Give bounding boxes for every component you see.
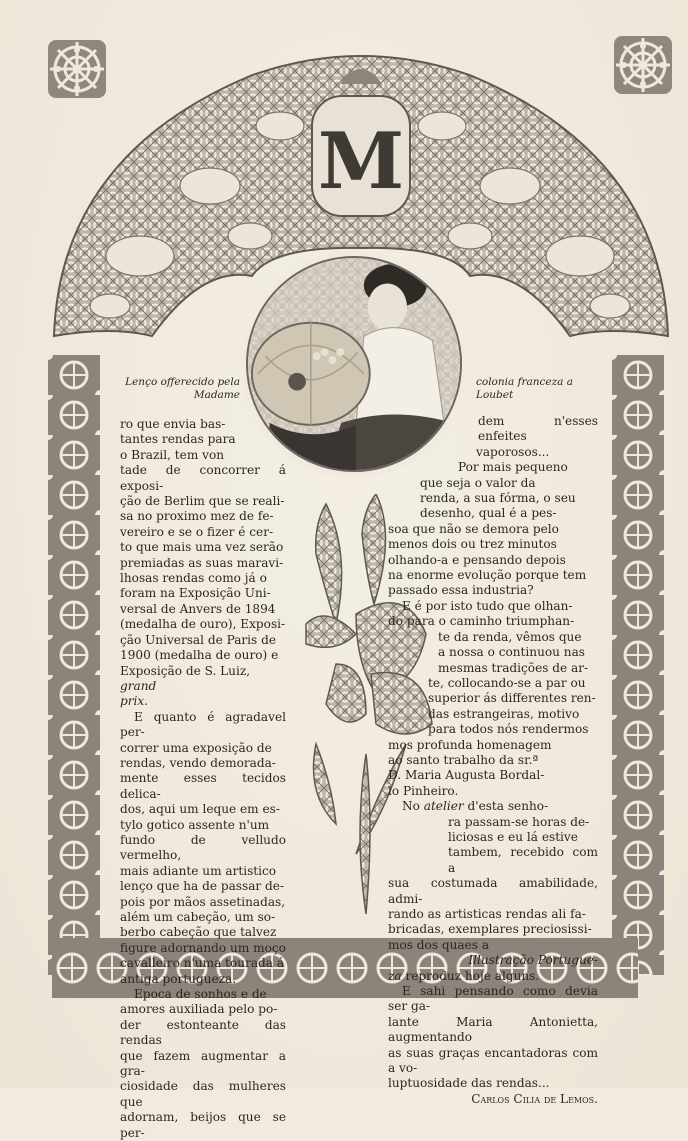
caption-right bbox=[476, 376, 596, 402]
left-paragraph-1 bbox=[120, 417, 286, 679]
text-line: renda, a sua fórma, o seu bbox=[420, 491, 576, 506]
left-paragraph-3 bbox=[120, 987, 286, 1141]
prix-text: prix bbox=[120, 694, 145, 709]
text-line: lenço que ha de passar de- bbox=[120, 879, 285, 894]
text-line: bricadas, exemplares preciosissi- bbox=[388, 922, 592, 937]
text-line: as suas graças encantadoras com a vo- bbox=[388, 1045, 598, 1076]
text-line: ção Universal de Paris de bbox=[120, 632, 277, 647]
text-line: olhando-a e pensando depois bbox=[388, 552, 566, 567]
article-left-column bbox=[120, 417, 286, 1141]
text-line: amores auxiliada pelo po- bbox=[120, 1002, 278, 1017]
no-text: No bbox=[402, 799, 420, 814]
text-line: mesmas tradições de ar- bbox=[438, 660, 589, 675]
text-line: ao santo trabalho da sr.ª bbox=[388, 752, 539, 767]
text-line: berbo cabeção que talvez bbox=[120, 925, 277, 940]
text-line: dem n'esses enfeites bbox=[478, 414, 598, 444]
text-line: ciosidade das mulheres que bbox=[120, 1079, 286, 1109]
text-line: tade de concorrer á exposi- bbox=[120, 463, 286, 493]
text-line: que fazem augmentar a gra- bbox=[120, 1048, 286, 1079]
text-line: vaporosos... bbox=[476, 444, 550, 459]
text-line: lo Pinheiro. bbox=[388, 783, 459, 798]
text-line: das estrangeiras, motivo bbox=[428, 706, 580, 721]
right-paragraph-4 bbox=[388, 815, 598, 954]
text-line: versal de Anvers de 1894 bbox=[120, 601, 276, 616]
caption-left bbox=[122, 376, 240, 402]
text-line: correr uma exposição de bbox=[120, 740, 272, 755]
text-line: sua costumada amabilidade, admi- bbox=[388, 876, 598, 906]
text-line: menos dois ou trez minutos bbox=[388, 537, 557, 552]
left-paragraph-1-end bbox=[120, 679, 286, 694]
text-line: além um cabeção, um so- bbox=[120, 910, 276, 924]
text-line: soa que não se demora pelo bbox=[388, 521, 559, 536]
text-line: para todos nós rendermos bbox=[428, 722, 589, 737]
text-line: desenho, qual é a pes- bbox=[420, 506, 557, 521]
right-paragraph-3 bbox=[388, 599, 598, 799]
text-line: pois por mãos assetinadas, bbox=[120, 894, 286, 909]
left-paragraph-1-end2 bbox=[120, 694, 286, 709]
text-line: ção de Berlim que se reali- bbox=[120, 494, 285, 509]
text-line: vereiro e se o fizer é cer- bbox=[120, 524, 274, 539]
article-right-column bbox=[388, 414, 598, 1107]
caption-left-line1: Lenço offerecido pela bbox=[125, 376, 240, 388]
text-line: superior ás differentes ren- bbox=[428, 691, 596, 706]
text-line: (medalha de ouro), Exposi- bbox=[120, 617, 286, 632]
text-line: mente esses tecidos delica- bbox=[120, 771, 286, 801]
text-line: mos dos quaes a bbox=[388, 937, 490, 952]
text-line: foram na Exposição Uni- bbox=[120, 586, 271, 601]
text-line: mos profunda homenagem bbox=[388, 737, 552, 752]
text-line: lante Maria Antonietta, augmentando bbox=[388, 1014, 598, 1045]
text-line: ra passam-se horas de- bbox=[448, 814, 590, 829]
text-line: figure adornando um moço bbox=[120, 940, 286, 955]
text-line: fundo de velludo vermelho, bbox=[120, 832, 286, 863]
lace-border-left bbox=[48, 355, 100, 975]
text-line: passado essa industria? bbox=[388, 583, 534, 598]
text-line: E quanto é agradavel per- bbox=[120, 709, 286, 740]
right-paragraph-4-end2 bbox=[388, 969, 598, 984]
text-line: Epoca de sonhos e de bbox=[134, 987, 267, 1002]
grand-text: grand bbox=[120, 678, 157, 693]
author-signature: Carlos Cilia de Lemos. bbox=[471, 1091, 598, 1106]
right-paragraph-1 bbox=[388, 414, 598, 460]
lace-border-right bbox=[612, 355, 664, 975]
text-line: rando as artisticas rendas ali fa- bbox=[388, 907, 586, 921]
right-p4-first-rest: d'esta senho- bbox=[467, 799, 549, 814]
text-line: liciosas e eu lá estive bbox=[448, 829, 578, 844]
text-line: tambem, recebido com a bbox=[448, 845, 598, 875]
caption-left-line2: Madame bbox=[193, 389, 240, 401]
text-line: cavalleiro n'uma tourada á bbox=[120, 956, 285, 971]
text-line: a nossa o continuou nas bbox=[438, 645, 585, 660]
reproduz-text: reproduz hoje alguns. bbox=[405, 968, 540, 983]
text-line: D. Maria Augusta Bordal- bbox=[388, 768, 545, 783]
text-line: luptuosidade das rendas... bbox=[388, 1076, 550, 1091]
text-line: der estonteante das rendas bbox=[120, 1017, 286, 1048]
caption-right-line1: colonia franceza a bbox=[476, 376, 574, 388]
right-paragraph-2 bbox=[388, 460, 598, 599]
svg-text:M: M bbox=[317, 116, 405, 207]
za-text: za bbox=[388, 968, 402, 983]
text-line: mais adiante um artistico bbox=[120, 863, 277, 878]
text-line: 1900 (medalha de ouro) e bbox=[120, 648, 279, 663]
right-paragraph-5 bbox=[388, 984, 598, 1092]
text-line: rendas, vendo demorada- bbox=[120, 755, 276, 770]
text-line: lhosas rendas como já o bbox=[120, 571, 267, 586]
right-paragraph-4-first bbox=[388, 799, 598, 814]
text-line: premiadas as suas maravi- bbox=[120, 555, 284, 570]
right-paragraph-4-end bbox=[388, 953, 598, 968]
prix-dot: . bbox=[144, 694, 149, 709]
left-paragraph-2 bbox=[120, 710, 286, 987]
text-line: o Brazil, tem von bbox=[120, 447, 225, 462]
text-line: sa no proximo mez de fe- bbox=[120, 509, 274, 524]
text-line: tylo gotico assente n'um bbox=[120, 817, 270, 832]
text-line: tantes rendas para bbox=[120, 432, 236, 447]
atelier-text: atelier bbox=[423, 799, 464, 814]
text-line: ro que envia bas- bbox=[120, 417, 226, 431]
text-line: do para o caminho triumphan- bbox=[388, 614, 575, 629]
text-line: dos, aqui um leque em es- bbox=[120, 802, 280, 817]
text-line: antiga portugueza. bbox=[120, 971, 237, 986]
text-line: E é por isto tudo que olhan- bbox=[402, 598, 573, 613]
text-line: que seja o valor da bbox=[420, 475, 536, 490]
text-line: Por mais pequeno bbox=[458, 460, 568, 475]
caption-right-line2: Loubet bbox=[476, 389, 514, 401]
text-line: Exposição de S. Luiz, bbox=[120, 663, 251, 678]
text-line: E sahi pensando como devia ser ga- bbox=[388, 984, 598, 1014]
text-line: na enorme evolução porque tem bbox=[388, 568, 587, 583]
text-line: te da renda, vêmos que bbox=[438, 629, 582, 644]
text-line: to que mais uma vez serão bbox=[120, 540, 284, 555]
text-line: adornam, beijos que se per- bbox=[120, 1110, 286, 1140]
illustracao-text: Illustração Portugue- bbox=[468, 953, 598, 968]
text-line: te, collocando-se a par ou bbox=[428, 675, 586, 690]
